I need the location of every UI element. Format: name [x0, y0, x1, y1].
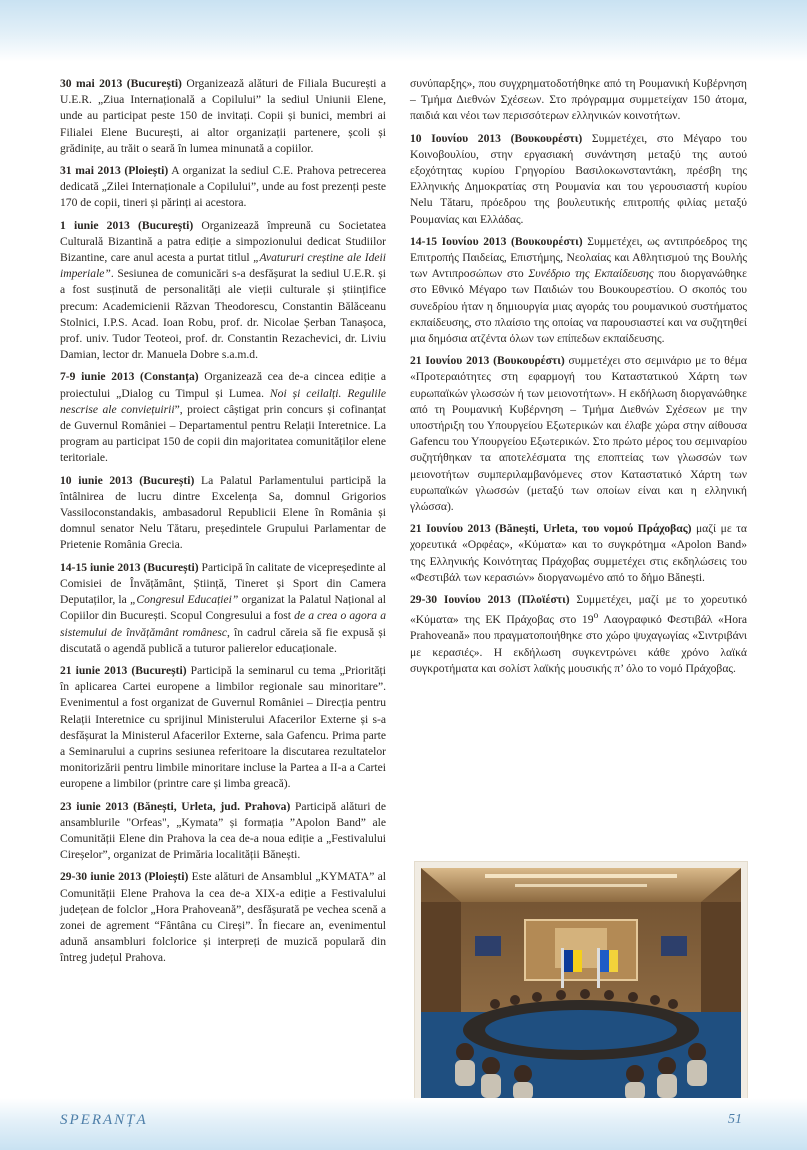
entry-text: Organizează împreună cu Societatea Culturală Bizantină a patra ediție a simpozionului dedicat Studiilor Bizantine, care anul acesta a purtat titlul	[60, 218, 386, 265]
entry-date: 21 iunie 2013 (București)	[60, 663, 187, 677]
entry-text: La Palatul Parlamentului participă la întâlnirea de lucru dintre Excelența Sa, domnul Grigorios Vassiloconstandakis, ambasadorul Republicii Elene în România și domnul senator Nelu Tătaru, președintele Grupului Parlamentar de Prietenie România Grecia.	[60, 473, 386, 552]
entry-14-15-iouniou	[410, 234, 747, 347]
side-display	[661, 936, 687, 956]
magazine-title: SPERANȚA	[60, 1112, 148, 1128]
entry-text: συμμετέχει στο σεμινάριο με το θέμα «Προτεραιότητες στη εφαρμογή του Καταστατικού Χάρτη των ευρωπαϊκών γλωσσών ή των μειονοτήτων». Η εκδήλωση διοργανώθηκε από τη Ρουμανική Κυβέρνηση – Τμήμα Διεθνών Σχέσεων με την υποστήριξη του Υπουργείου Εξωτερικών και έλαβε χώρα στην αίθουσα Gafencu του Υπουργείου Εξωτερικών. Στο πρώτο μέρος του σεμιναρίου συζητήθηκαν τα αποτελέσματα της εποπτείας των γλωσσών των μειονοτήτων συμπεριλαμβανόμενες στον Καταστατικό Χάρτη των ευρωπαϊκών γλωσσών (μεταξύ των οποίων είναι και η ελληνική γλώσσα).	[410, 354, 747, 514]
entry-29-30-iunie	[60, 869, 386, 966]
flag	[600, 950, 609, 972]
conference-room-illustration	[415, 862, 747, 1106]
entry-text: Este alături de Ansamblul „KYMATA” al Comunității Elene Prahova la cea de-a XIX-a ediție a Festivalului județean de folclor „Hora Prahoveană”, desfășurată pe vechea scenă a zonei de agrement “Fântâna cu Cireși”. În fiecare an, evenimentul adună ansambluri folclorice și interpreți de muzică populară din întreg județul Prahova.	[60, 870, 386, 965]
top-decorative-band	[0, 0, 807, 62]
page-number: 51	[728, 1112, 742, 1127]
ceiling-light	[515, 884, 647, 887]
entry-31-mai	[60, 163, 386, 212]
flag	[609, 950, 618, 972]
entry-text: μαζί με τα χορευτικά «Ορφέας», «Κύματα» και το συγκρότημα «Apolon Band» της Ελληνικής Κοινότητας Πράχοβας συμμετέχει στις εκδηλώσεις του «Φεστιβάλ των κερασιών» διοργανωμένο από το δήμο Bănești.	[410, 522, 747, 584]
entry-text: Συμμετέχει, στο Μέγαρο του Κοινοβουλίου, στην εργασιακή συνάντηση μεταξύ της αυτού εξοχότητας κυρίου Γρηγορίου Βασιλοκωνσταντάκη, πρέσβη της Ελληνικής Δημοκρατίας στη Ρουμανία και του γερουσιαστή κυρίου Nelu Tătaru, πρόεδρου της βουλευτικής επιτροπής φιλίας μεταξύ Ρουμανίας και Ελλάδας.	[410, 131, 747, 226]
entry-date: 7-9 iunie 2013 (Constanța)	[60, 370, 199, 384]
entry-text: , în cadrul căreia să fie expusă și discutată o agendă publică a tuturor palierelor educaționale.	[60, 625, 386, 655]
entry-text: organizat la Palatul Național al Copiilor din București. Scopul Congresului a fost	[60, 593, 386, 623]
entry-date: 14-15 iunie 2013 (București)	[60, 560, 199, 574]
entry-text: Organizează alături de Filiala București a U.E.R. „Ziua Internațională a Copilului” la sediul Uniunii Elene, unde au participat peste 150 de invitați. Copii și bunici, membri ai Filialei Elene București, ai altor organizații partenere, școli și grădinițe, au trăit o seară în lumea minunată a copiilor.	[60, 77, 386, 155]
entry-text: που διοργανώθηκε στο Εθνικό Μέγαρο των Παιδιών του Βουκουρεστίου. Ο σκοπός του συνεδρίου ήταν η δημιουργία μιας αγοράς του ρουμανικού συστήματος εκπαίδευσης, στο πλαίσιο της οποίας να παρουσιαστεί και να συζητηθεί μια δημόσια ατζέντα όλων των επίπεδων εκπαίδευσης.	[410, 267, 748, 346]
entry-text: . Sesiunea de comunicări s-a desfășurat la sediul U.E.R. și a fost susținută de personalități ale vieții culturale și științifice precum: Academicienii Răzvan Theodorescu, Constantin Bălăceanu Stolnici, I.P.S. Acad. Ioan Robu, prof. dr. Nicolae Șerban Tanașoca, prof. univ. Tudor Teoteoi, prof. dr. Constantin Rezachevici, dr. Liviu Damian, lector dr. Manuela Dobre s.a.m.d.	[60, 267, 386, 362]
entry-date: 21 Ιουνίου 2013 (Βουκουρέστι)	[410, 354, 565, 368]
flag	[573, 950, 582, 972]
entry-1-iunie	[60, 218, 386, 364]
side-display	[475, 936, 501, 956]
conference-room-photo	[415, 862, 747, 1106]
entry-21-iunie	[60, 663, 386, 793]
entry-text: Participă în calitate de vicepreședinte al Comisiei de Învățământ, Știință, Tineret și Sport din Camera Deputaților, la	[60, 560, 386, 607]
entry-date: 21 Ιουνίου 2013 (Bănești, Urleta, του νομού Πράχοβας)	[410, 522, 692, 536]
entry-italic: de a crea o agora a sistemului de învățământ românesc	[60, 609, 386, 639]
entry-italic: „Congresul Educației”	[129, 593, 239, 607]
entry-21-iouniou-banesti	[410, 521, 747, 586]
entry-text: ”, proiect câștigat prin concurs și cofinanțat de Guvernul României – Departamentul pentru Relații Interetnice. La program au participat 150 de copii din majoritatea comunităților elene teritoriale.	[60, 402, 386, 465]
entry-text: Organizează cea de-a cincea ediție a proiectului „Dialog cu Timpul și Lumea.	[60, 370, 386, 400]
entry-30-mai	[60, 76, 386, 157]
entry-date: 1 iunie 2013 (București)	[60, 218, 194, 232]
entry-italic: „Avatururi creștine ale Ideii imperiale”	[60, 251, 386, 281]
left-column	[60, 76, 386, 973]
flag	[564, 950, 573, 972]
table-center	[485, 1010, 677, 1050]
entry-italic: Noi și ceilalți. Regulile nescrise ale conviețuirii	[60, 386, 386, 416]
entry-7-9-iunie	[60, 369, 386, 466]
entry-10-iunie	[60, 473, 386, 554]
entry-text: Participă la seminarul cu tema „Priorități în aplicarea Cartei europene a limbilor regionale sau minoritare”. Evenimentul a fost organizat de Guvernul României – Direcția pentru Relații Interetnice cu sprijinul Ministerului Afacerilor Externe și s-a desfășurat la Ministerul Afacerilor Externe, sala Gafencu. Prima parte a Seminarului a cuprins sesiunea referitoare la discutarea rezultatelor monitorizării pentru limbile minoritare incluse la Partea a II-a a Cartei europene a limbilor (printre care și limba greacă).	[60, 663, 386, 791]
flag-pole	[597, 948, 600, 988]
entry-date: 31 mai 2013 (Ploiești)	[60, 164, 169, 178]
ceiling-light	[485, 874, 677, 878]
entry-text: Συμμετέχει, μαζί με το χορευτικό «Κύματα» της ΕΚ Πράχοβας στο 19	[410, 593, 747, 627]
right-column	[410, 76, 747, 683]
entry-23-iunie	[60, 799, 386, 864]
entry-text: Λαογραφικό Φεστιβάλ «Hora Prahoveană» που πραγματοποιήθηκε στο χώρο ψυχαγωγίας «Σιντριβάνι με κερασιές». Η εκδήλωση συγκεντρώνει κάθε χρόνο λαϊκά συγκροτήματα και σολίστ λαϊκής μουσικής π’ όλο το νομό Πράχοβας.	[410, 613, 748, 675]
entry-date: 29-30 Ιουνίου 2013 (Πλοϊέστι)	[410, 593, 570, 607]
entry-italic: Συνέδριο της Εκπαίδευσης	[528, 267, 654, 281]
entry-date: 14-15 Ιουνίου 2013 (Βουκουρέστι)	[410, 234, 583, 248]
flag-pole	[561, 948, 564, 988]
entry-date: 30 mai 2013 (București)	[60, 77, 182, 90]
entry-date: 29-30 iunie 2013 (Ploiești)	[60, 870, 189, 884]
entry-29-30-iouniou	[410, 592, 747, 677]
entry-21-iouniou	[410, 353, 747, 515]
entry-10-iouniou	[410, 131, 747, 228]
entry-date: 10 Ιουνίου 2013 (Βουκουρέστι)	[410, 131, 583, 145]
entry-14-15-iunie	[60, 560, 386, 657]
ordinal-superscript: ο	[593, 610, 599, 622]
entry-text: A organizat la sediul C.E. Prahova petrecerea dedicată „Zilei Internaționale a Copilului”, unde au fost prezenți peste 170 de copii, tineri și părinți ai acestora.	[60, 164, 386, 210]
continuation-text: συνύπαρξης», που συγχρηματοδοτήθηκε από τη Ρουμανική Κυβέρνηση – Τμήμα Διεθνών Σχέσεων. Στο πρόγραμμα συμμετείχαν 150 άτομα, παιδιά και νέοι των περισσότερων ελληνικών κοινοτήτων.	[410, 77, 747, 123]
entry-date: 23 iunie 2013 (Bănești, Urleta, jud. Prahova)	[60, 799, 291, 813]
entry-text: Participă alături de ansamblurile "Orfeas", „Kymata” și formația ”Apolon Band” ale Comunității Elene din Prahova la cea de-a noua ediție a „Festivalului Cireșelor”, organizat de Primăria localității Bănești.	[60, 799, 386, 862]
entry-date: 10 iunie 2013 (București)	[60, 473, 195, 487]
entry-text: Συμμετέχει, ως αντιπρόεδρος της Επιτροπής Παιδείας, Επιστήμης, Νεολαίας και Αθλητισμού της Βουλής των Αντιπροσώπων στο	[410, 234, 748, 281]
